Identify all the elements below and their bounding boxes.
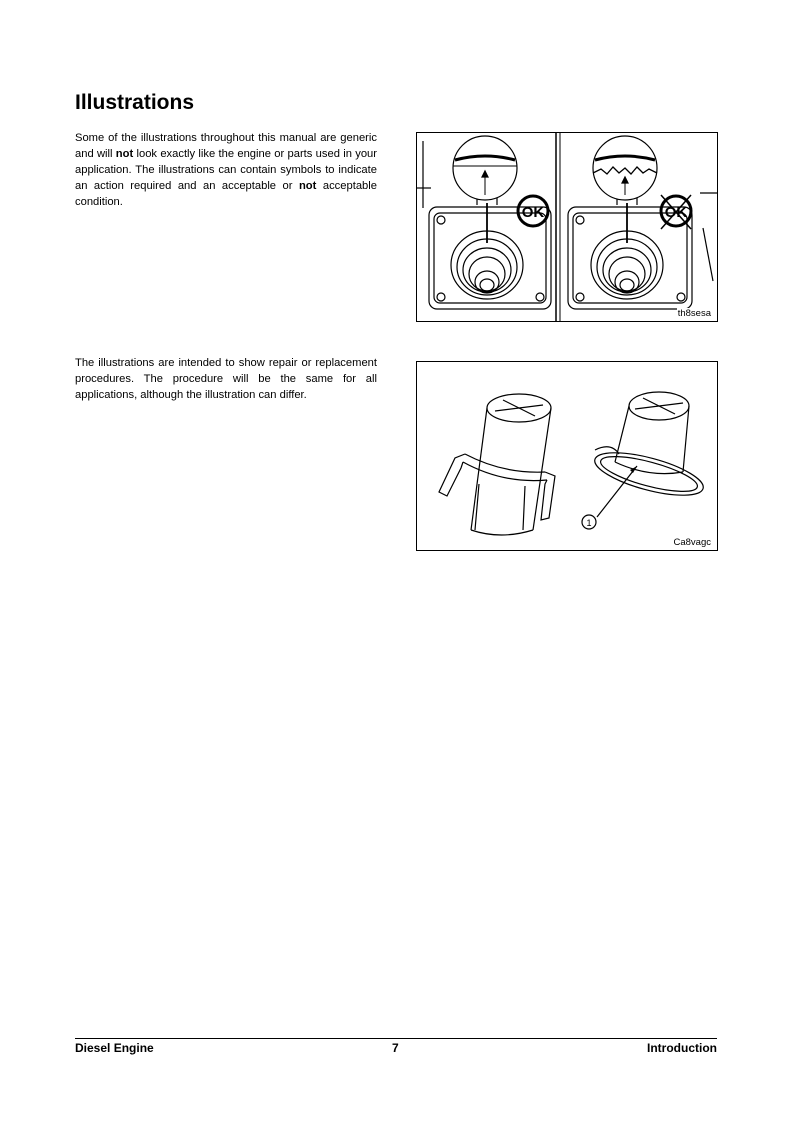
emphasis-not: not [298, 180, 317, 192]
figure-reference: th8sesa [677, 308, 711, 319]
page-number: 7 [392, 1041, 399, 1055]
paragraph-text: look exactly like the engine or parts used in your application. The illustrations can contain symbols to indicate an action required and an acceptable or [75, 148, 377, 192]
figure-sleeve-seal [416, 361, 718, 551]
paragraph-text: Some of the illustrations throughout this manual are generic and will [75, 132, 377, 160]
paragraph-text: acceptable condition. [75, 180, 377, 208]
footer-rule [75, 1038, 717, 1039]
paragraph-procedures: The illustrations are intended to show repair or replacement procedures. The procedure will be the same for all applications, although the illustration can differ. [75, 357, 377, 401]
figure-reference: Ca8vagc [673, 537, 711, 548]
footer-right: Introduction [647, 1041, 717, 1055]
footer-left: Diesel Engine [75, 1041, 154, 1055]
callout-1: 1 [586, 518, 592, 528]
sleeve-seal-illustration [417, 362, 717, 550]
paragraph-generic-illustrations [75, 130, 377, 210]
ok-symbol: OK [521, 204, 545, 221]
valve-seat-illustration [417, 133, 717, 321]
figure-valve-seat-condition [416, 132, 718, 322]
not-ok-symbol: OK [664, 204, 688, 221]
page-title: Illustrations [75, 91, 195, 114]
emphasis-not: not [115, 148, 134, 160]
